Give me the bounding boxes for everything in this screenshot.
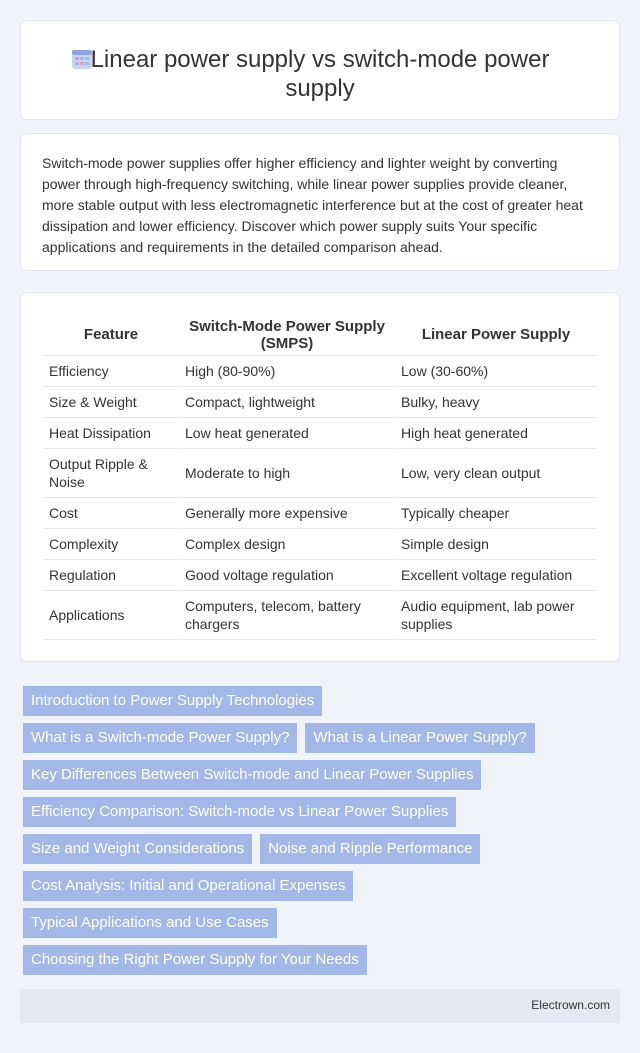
linear-cell: Excellent voltage regulation <box>396 560 596 591</box>
header-smps: Switch-Mode Power Supply (SMPS) <box>180 314 394 356</box>
table-row <box>44 529 596 560</box>
feature-cell: Regulation <box>44 560 178 591</box>
feature-cell: Heat Dissipation <box>44 418 178 449</box>
smps-cell: Compact, lightweight <box>180 387 394 418</box>
topic-link[interactable]: Typical Applications and Use Cases <box>23 908 277 938</box>
topic-link[interactable]: What is a Linear Power Supply? <box>305 723 534 753</box>
linear-cell: Simple design <box>396 529 596 560</box>
feature-cell: Applications <box>44 591 178 640</box>
comparison-card <box>20 292 620 662</box>
page-title: Linear power supply vs switch-mode power supply <box>90 46 550 102</box>
table-row <box>44 498 596 529</box>
table-row <box>44 591 596 640</box>
linear-cell: Typically cheaper <box>396 498 596 529</box>
topic-link[interactable]: Key Differences Between Switch-mode and Linear Power Supplies <box>23 760 481 790</box>
title-card <box>20 20 620 120</box>
topic-link[interactable]: Cost Analysis: Initial and Operational Expenses <box>23 871 353 901</box>
header-feature: Feature <box>44 314 178 356</box>
topic-links <box>23 686 623 982</box>
feature-cell: Size & Weight <box>44 387 178 418</box>
smps-cell: Complex design <box>180 529 394 560</box>
topic-link[interactable]: Choosing the Right Power Supply for Your Needs <box>23 945 367 975</box>
feature-cell: Cost <box>44 498 178 529</box>
smps-cell: Moderate to high <box>180 449 394 498</box>
intro-paragraph: Switch-mode power supplies offer higher efficiency and lighter weight by converting power through high-frequency switching, while linear power supplies provide cleaner, more stable output with less electromagnetic interference but at the cost of greater heat dissipation and lower efficiency. Discover which power supply suits Your specific applications and requirements in the detailed comparison ahead. <box>42 155 583 255</box>
table-row <box>44 356 596 387</box>
linear-cell: Audio equipment, lab power supplies <box>396 591 596 640</box>
smps-cell: High (80-90%) <box>180 356 394 387</box>
table-row <box>44 560 596 591</box>
topic-link[interactable]: Size and Weight Considerations <box>23 834 252 864</box>
linear-cell: Low, very clean output <box>396 449 596 498</box>
table-header-row <box>44 314 596 356</box>
topic-link[interactable]: What is a Switch-mode Power Supply? <box>23 723 297 753</box>
smps-cell: Low heat generated <box>180 418 394 449</box>
intro-card <box>20 133 620 271</box>
header-linear: Linear Power Supply <box>396 314 596 356</box>
smps-cell: Generally more expensive <box>180 498 394 529</box>
topic-link[interactable]: Efficiency Comparison: Switch-mode vs Linear Power Supplies <box>23 797 456 827</box>
linear-cell: High heat generated <box>396 418 596 449</box>
table-row <box>44 449 596 498</box>
linear-cell: Bulky, heavy <box>396 387 596 418</box>
topic-link[interactable]: Noise and Ripple Performance <box>260 834 480 864</box>
feature-cell: Complexity <box>44 529 178 560</box>
feature-cell: Efficiency <box>44 356 178 387</box>
smps-cell: Good voltage regulation <box>180 560 394 591</box>
topic-link[interactable]: Introduction to Power Supply Technologies <box>23 686 322 716</box>
table-row <box>44 418 596 449</box>
feature-cell: Output Ripple & Noise <box>44 449 178 498</box>
linear-cell: Low (30-60%) <box>396 356 596 387</box>
footer-site[interactable]: Electrown.com <box>531 998 610 1012</box>
footer <box>20 989 620 1023</box>
comparison-table <box>42 314 598 640</box>
table-row <box>44 387 596 418</box>
smps-cell: Computers, telecom, battery chargers <box>180 591 394 640</box>
